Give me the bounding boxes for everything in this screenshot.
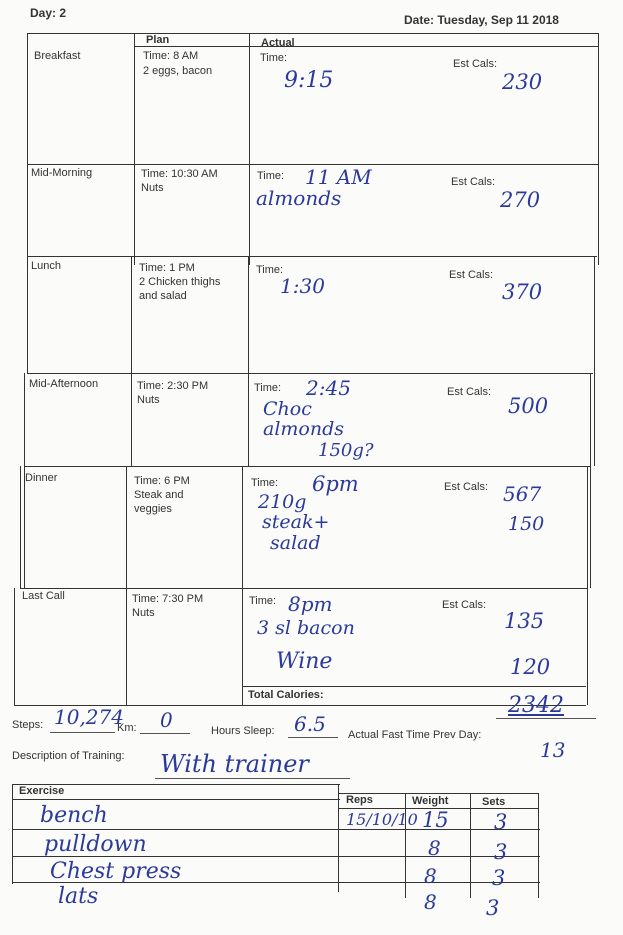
est-cals: 135 — [504, 609, 545, 633]
weight-header: Weight — [412, 795, 449, 807]
plan-time: Time: 2:30 PM — [137, 380, 209, 392]
exercise-weight: 8 — [424, 864, 437, 888]
meal-name: Last Call — [22, 590, 65, 602]
actual-desc: 150g? — [318, 440, 374, 461]
sets-header: Sets — [482, 796, 506, 808]
plan-desc: 2 Chicken thighs — [139, 276, 221, 288]
exercise-header: Exercise — [19, 785, 65, 797]
steps-value: 10,274 — [54, 705, 124, 729]
actual-time: 6pm — [312, 472, 359, 496]
actual-time: 11 AM — [305, 165, 372, 189]
exercise-name: lats — [58, 884, 99, 909]
time-label: Time: — [249, 595, 277, 607]
exercise-sets: 3 — [494, 840, 508, 864]
est-cals: 150 — [508, 513, 545, 535]
meal-name: Lunch — [31, 260, 61, 272]
plan-time: Time: 6 PM — [134, 475, 190, 487]
exercise-sets: 3 — [486, 896, 500, 920]
exercise-weight: 8 — [424, 890, 437, 914]
steps-label: Steps: — [12, 719, 44, 731]
training-label: Description of Training: — [12, 750, 125, 762]
total-calories-label: Total Calories: — [248, 689, 324, 701]
km-value: 0 — [160, 708, 173, 732]
plan-time: Time: 8 AM — [143, 50, 199, 62]
est-cals: 230 — [502, 70, 543, 94]
actual-desc: salad — [270, 532, 321, 554]
cals-label: Est Cals: — [453, 58, 498, 70]
est-cals: 567 — [503, 482, 542, 506]
time-label: Time: — [260, 52, 288, 64]
cals-label: Est Cals: — [449, 269, 494, 281]
actual-desc: 3 sl bacon — [257, 617, 355, 639]
plan-desc: Nuts — [141, 182, 164, 194]
meal-name: Breakfast — [34, 50, 81, 62]
time-label: Time: — [251, 477, 279, 489]
plan-desc: Steak and — [134, 489, 184, 501]
cals-label: Est Cals: — [451, 176, 496, 188]
meal-name: Dinner — [25, 472, 58, 484]
total-calories-value: 2342 — [508, 693, 564, 718]
exercise-weight: 15 — [422, 808, 449, 832]
actual-header: Actual — [261, 37, 295, 49]
time-label: Time: — [256, 264, 284, 276]
plan-header: Plan — [146, 34, 170, 46]
actual-desc: Choc — [263, 398, 312, 420]
est-cals: 370 — [502, 280, 543, 304]
actual-desc: almonds — [256, 186, 342, 210]
cals-label: Est Cals: — [442, 599, 487, 611]
cals-label: Est Cals: — [447, 386, 492, 398]
cals-label: Est Cals: — [444, 481, 489, 493]
actual-desc: almonds — [263, 418, 345, 440]
exercise-name: pulldown — [44, 832, 147, 857]
hours-sleep-label: Hours Sleep: — [211, 725, 275, 737]
est-cals: 270 — [500, 188, 541, 212]
time-label: Time: — [257, 170, 285, 182]
training-value: With trainer — [160, 750, 309, 778]
fast-time-label: Actual Fast Time Prev Day: — [348, 729, 482, 741]
plan-desc: Nuts — [132, 607, 155, 619]
plan-desc: veggies — [134, 503, 172, 515]
actual-time: 1:30 — [280, 274, 325, 298]
actual-time: 9:15 — [284, 68, 334, 93]
est-cals: 120 — [510, 655, 551, 679]
actual-desc: steak+ — [262, 511, 330, 533]
fast-time-value: 13 — [540, 738, 566, 762]
est-cals: 500 — [508, 394, 549, 418]
exercise-sets: 3 — [492, 866, 506, 890]
plan-time: Time: 7:30 PM — [132, 593, 204, 605]
plan-desc: and salad — [139, 290, 187, 302]
reps-header: Reps — [346, 794, 373, 806]
km-label: Km: — [117, 722, 137, 734]
plan-time: Time: 10:30 AM — [141, 168, 218, 180]
actual-time: 8pm — [288, 592, 333, 616]
meal-name: Mid-Afternoon — [29, 378, 99, 390]
plan-time: Time: 1 PM — [139, 262, 195, 274]
actual-desc: Wine — [276, 649, 333, 674]
actual-desc: 210g — [258, 491, 307, 513]
plan-desc: Nuts — [137, 394, 160, 406]
exercise-sets: 3 — [494, 810, 508, 834]
date-label: Date: Tuesday, Sep 11 2018 — [404, 13, 559, 27]
exercise-reps: 15/10/10 — [346, 810, 418, 829]
actual-time: 2:45 — [306, 376, 351, 400]
exercise-weight: 8 — [428, 836, 441, 860]
exercise-name: bench — [40, 803, 108, 828]
time-label: Time: — [254, 382, 282, 394]
hours-sleep-value: 6.5 — [294, 712, 326, 736]
plan-desc: 2 eggs, bacon — [143, 65, 213, 77]
exercise-name: Chest press — [50, 859, 182, 884]
meal-name: Mid-Morning — [31, 167, 93, 179]
day-label: Day: 2 — [30, 6, 67, 20]
